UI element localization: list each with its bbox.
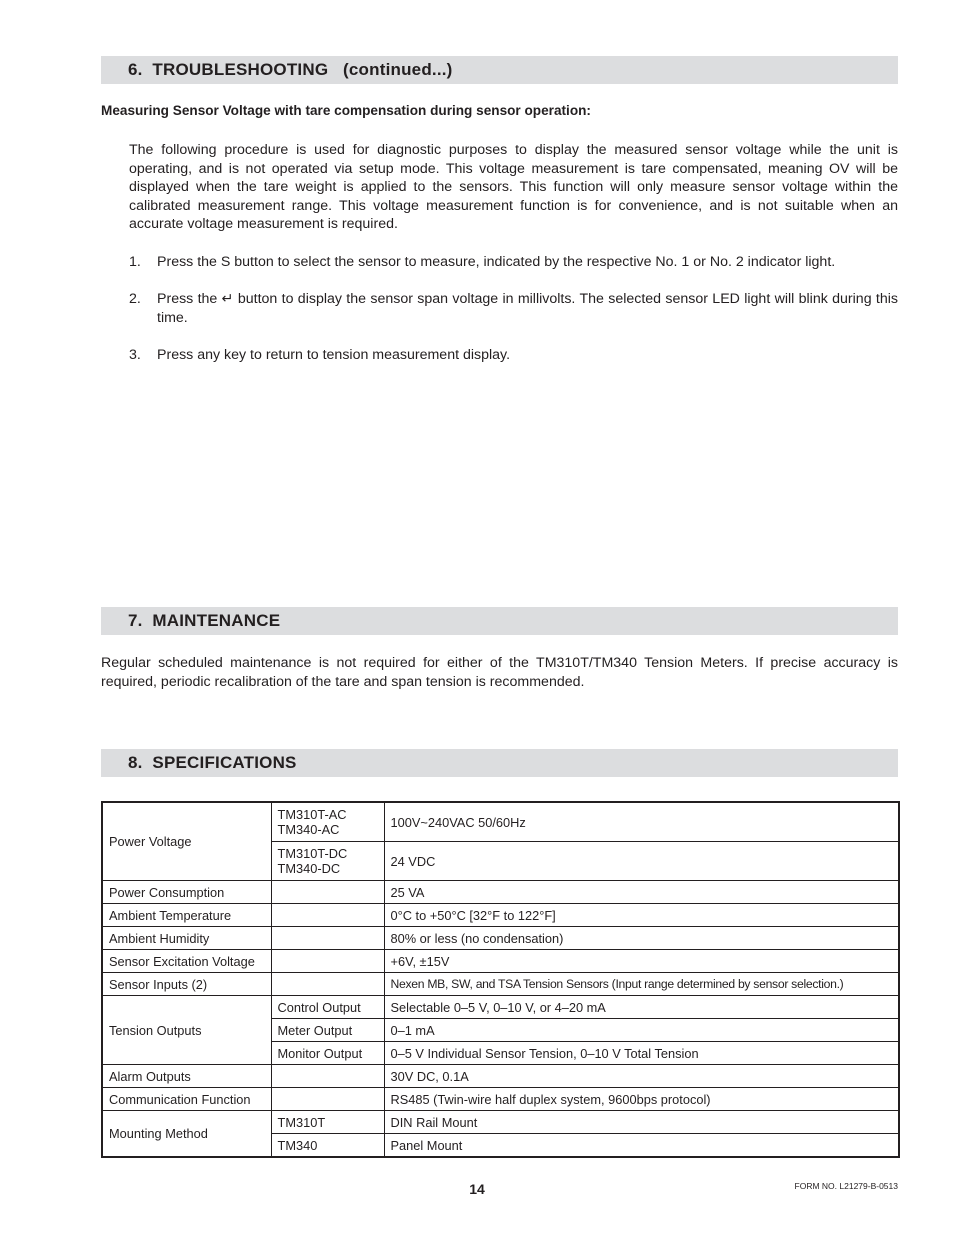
spec-sublabel: Meter Output [271,1019,384,1042]
spec-empty-cell [271,1065,384,1088]
form-number: FORM NO. L21279-B-0513 [794,1181,898,1191]
table-row [102,927,899,950]
spec-value: 0–5 V Individual Sensor Tension, 0–10 V Total Tension [384,1042,899,1065]
spec-empty-cell [271,973,384,996]
spec-value: 30V DC, 0.1A [384,1065,899,1088]
spec-value: 0°C to +50°C [32°F to 122°F] [384,904,899,927]
spec-sublabel: Control Output [271,996,384,1019]
section-7-title: 7. MAINTENANCE [128,611,281,630]
procedure-step [129,290,898,327]
section-6-title: 6. TROUBLESHOOTING (continued...) [128,60,453,79]
spec-empty-cell [271,904,384,927]
spec-value: 80% or less (no condensation) [384,927,899,950]
spec-value: RS485 (Twin-wire half duplex system, 9600bps protocol) [384,1088,899,1111]
step-text: Press the S button to select the sensor to measure, indicated by the respective No. 1 or No. 2 indicator light. [157,254,836,270]
spec-empty-cell [271,1088,384,1111]
spec-label: Ambient Humidity [102,927,271,950]
table-row [102,881,899,904]
spec-label: Communication Function [102,1088,271,1111]
spec-empty-cell [271,881,384,904]
section-6-header [101,56,898,84]
spec-sublabel: TM340 [271,1134,384,1158]
step-number: 1. [129,254,141,270]
spec-value: DIN Rail Mount [384,1111,899,1134]
procedure-step [129,253,898,272]
spec-label: Mounting Method [102,1111,271,1158]
intro-paragraph: The following procedure is used for diagnostic purposes to display the measured sensor voltage while the unit is operating, and is not operated via setup mode. This voltage measurement is tare compensated, meaning OV will be displayed when the tare weight is applied to the sensors. This function will only measure sensor voltage within the calibrated measurement range. This voltage measurement function is for convenience, and is not suitable when an accurate voltage measurement is required. [129,142,898,233]
spec-model: TM310T-DC [277,846,348,861]
spec-label: Sensor Inputs (2) [102,973,271,996]
step-text: Press the ↵ button to display the sensor span voltage in millivolts. The selected sensor LED light will blink during this time. [157,291,898,326]
spec-label: Power Consumption [102,881,271,904]
spec-value: 100V~240VAC 50/60Hz [384,802,899,842]
spec-empty-cell [271,927,384,950]
specifications-table [101,801,900,1158]
table-row [102,950,899,973]
step-text: Press any key to return to tension measurement display. [157,347,511,363]
spec-model-cell [271,842,384,881]
section-7-header [101,607,898,635]
spec-model: TM310T-AC [277,807,347,822]
table-row [102,904,899,927]
table-row [102,996,899,1019]
spec-value: 24 VDC [384,842,899,881]
spec-label: Sensor Excitation Voltage [102,950,271,973]
spec-value: Selectable 0–5 V, 0–10 V, or 4–20 mA [384,996,899,1019]
table-row [102,1088,899,1111]
procedure-step [129,346,898,365]
spec-value: Panel Mount [384,1134,899,1158]
spec-label: Power Voltage [102,802,271,881]
spec-value: +6V, ±15V [384,950,899,973]
spec-value: 0–1 mA [384,1019,899,1042]
spec-value: Nexen MB, SW, and TSA Tension Sensors (Input range determined by sensor selection.) [384,973,899,996]
spec-sublabel: TM310T [271,1111,384,1134]
spec-label: Ambient Temperature [102,904,271,927]
spec-model-cell [271,802,384,842]
section-8-title: 8. SPECIFICATIONS [128,753,297,772]
table-row [102,973,899,996]
spec-model: TM340-DC [277,861,341,876]
spec-label: Alarm Outputs [102,1065,271,1088]
page-number: 14 [469,1181,485,1197]
spec-label: Tension Outputs [102,996,271,1065]
subheading: Measuring Sensor Voltage with tare compensation during sensor operation: [101,103,591,118]
spec-value: 25 VA [384,881,899,904]
step-number: 3. [129,347,141,363]
spec-model: TM340-AC [277,822,340,837]
step-number: 2. [129,291,141,307]
spec-empty-cell [271,950,384,973]
table-row [102,1111,899,1134]
table-row [102,802,899,842]
spec-sublabel: Monitor Output [271,1042,384,1065]
maintenance-paragraph: Regular scheduled maintenance is not required for either of the TM310T/TM340 Tension Meters. If precise accuracy is required, periodic recalibration of the tare and span tension is recommended. [101,655,898,690]
table-row [102,1065,899,1088]
section-8-header [101,749,898,777]
